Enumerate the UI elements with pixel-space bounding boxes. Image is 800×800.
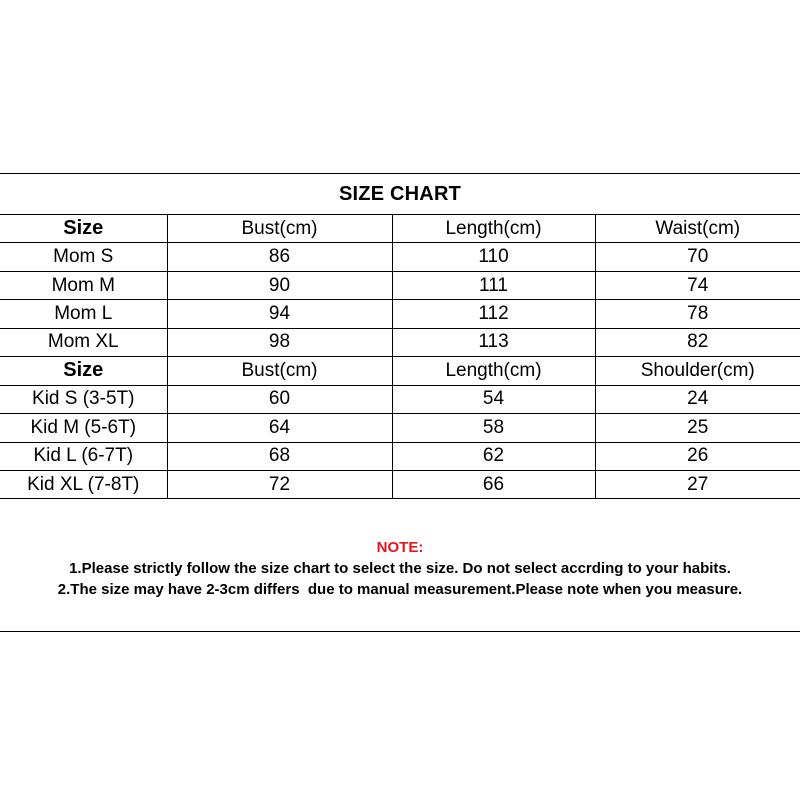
header-cell: Bust(cm) — [167, 215, 392, 243]
kid-header-row — [0, 357, 800, 385]
value-cell: 66 — [392, 470, 595, 498]
size-cell: Mom M — [0, 271, 167, 299]
table-row — [0, 300, 800, 328]
value-cell: 58 — [392, 414, 595, 442]
value-cell: 27 — [595, 470, 800, 498]
value-cell: 72 — [167, 470, 392, 498]
value-cell: 60 — [167, 385, 392, 413]
size-table — [0, 214, 800, 499]
table-row — [0, 442, 800, 470]
size-cell: Kid XL (7-8T) — [0, 470, 167, 498]
value-cell: 111 — [392, 271, 595, 299]
value-cell: 94 — [167, 300, 392, 328]
header-cell: Size — [0, 357, 167, 385]
size-cell: Mom L — [0, 300, 167, 328]
value-cell: 64 — [167, 414, 392, 442]
header-cell: Waist(cm) — [595, 215, 800, 243]
table-row — [0, 470, 800, 498]
header-cell: Length(cm) — [392, 215, 595, 243]
note-line-1: 1.Please strictly follow the size chart to select the size. Do not select accrding to your habits. — [69, 560, 731, 577]
table-row — [0, 414, 800, 442]
mom-header-row — [0, 215, 800, 243]
table-row — [0, 328, 800, 356]
table-row — [0, 243, 800, 271]
value-cell: 26 — [595, 442, 800, 470]
value-cell: 24 — [595, 385, 800, 413]
note-line-2: 2.The size may have 2-3cm differs due to manual measurement.Please note when you measure. — [57, 581, 743, 598]
notes-section — [0, 537, 800, 600]
value-cell: 112 — [392, 300, 595, 328]
size-cell: Kid L (6-7T) — [0, 442, 167, 470]
table-row — [0, 271, 800, 299]
value-cell: 90 — [167, 271, 392, 299]
value-cell: 113 — [392, 328, 595, 356]
value-cell: 62 — [392, 442, 595, 470]
size-cell: Kid M (5-6T) — [0, 414, 167, 442]
value-cell: 74 — [595, 271, 800, 299]
header-cell: Length(cm) — [392, 357, 595, 385]
note-title: NOTE: — [376, 539, 424, 556]
value-cell: 25 — [595, 414, 800, 442]
table-row — [0, 385, 800, 413]
size-cell: Kid S (3-5T) — [0, 385, 167, 413]
value-cell: 82 — [595, 328, 800, 356]
header-cell: Bust(cm) — [167, 357, 392, 385]
value-cell: 78 — [595, 300, 800, 328]
value-cell: 68 — [167, 442, 392, 470]
size-cell: Mom S — [0, 243, 167, 271]
header-cell: Shoulder(cm) — [595, 357, 800, 385]
value-cell: 110 — [392, 243, 595, 271]
value-cell: 86 — [167, 243, 392, 271]
header-cell: Size — [0, 215, 167, 243]
chart-title: SIZE CHART — [339, 183, 461, 205]
value-cell: 70 — [595, 243, 800, 271]
value-cell: 98 — [167, 328, 392, 356]
value-cell: 54 — [392, 385, 595, 413]
size-cell: Mom XL — [0, 328, 167, 356]
